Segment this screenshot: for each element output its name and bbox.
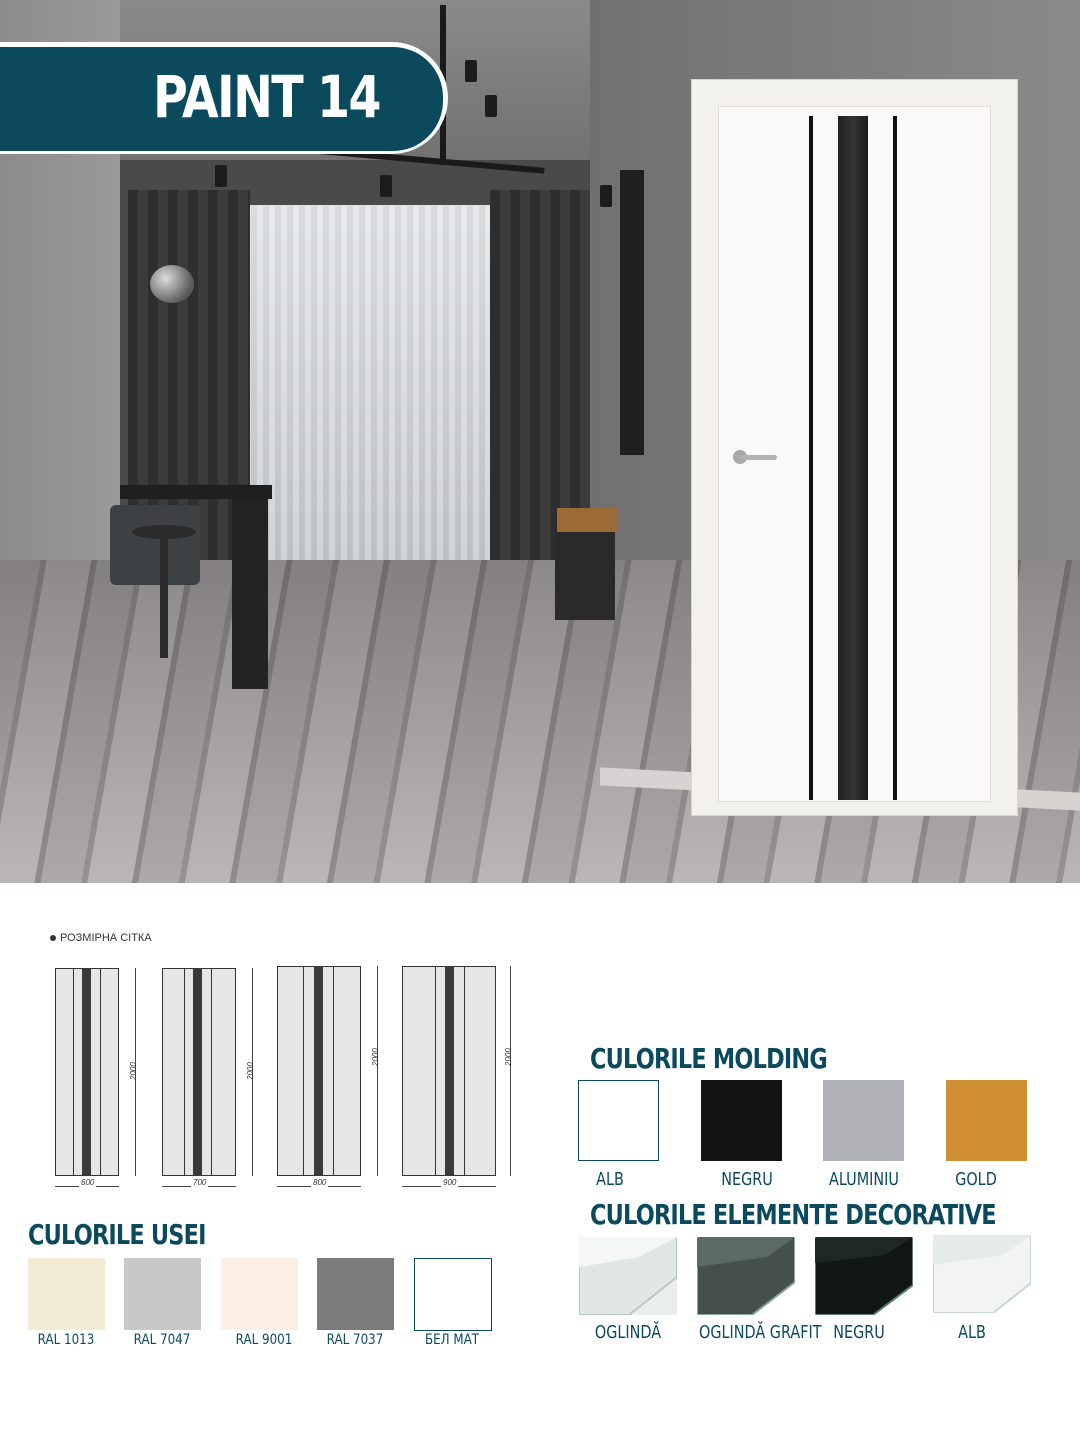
diagram-height-label: 2000 [246, 1062, 255, 1080]
decorative-swatch-negru[interactable] [815, 1237, 913, 1315]
dimension-diagram-900 [402, 966, 522, 1198]
molding-color-swatch-aluminiu[interactable] [823, 1080, 904, 1161]
door-color-label: RAL 9001 [235, 1332, 293, 1348]
door-color-label: RAL 7047 [133, 1332, 191, 1348]
spotlight [215, 165, 227, 187]
decorative-color-label: OGLINDĂ GRAFIT [699, 1322, 822, 1343]
bullet-icon [50, 935, 56, 941]
door-color-label: БЕЛ МАТ [424, 1332, 480, 1348]
glass-pane-icon [697, 1237, 795, 1315]
diagram-line [435, 966, 436, 1176]
dimension-diagram-600 [55, 968, 145, 1198]
molding-color-label: GOLD [955, 1169, 997, 1190]
glass-pane-icon [933, 1235, 1031, 1313]
glass-pane-icon [579, 1237, 677, 1315]
molding-color-label: NEGRU [721, 1169, 773, 1190]
diagram-line [73, 968, 74, 1176]
diagram-width-label: 700 [193, 1178, 207, 1187]
diagram-glass [82, 968, 91, 1176]
diagram-line [184, 968, 185, 1176]
pendant-lamp [150, 265, 194, 303]
spotlight [600, 185, 612, 207]
door-black-strip [809, 116, 813, 800]
door-color-swatch-bel-mat[interactable] [414, 1258, 492, 1331]
bar-stool [132, 525, 196, 539]
diagram-height-label: 2000 [504, 1048, 513, 1066]
diagram-height-line [510, 966, 511, 1176]
decorative-swatch-oglinda[interactable] [579, 1237, 677, 1315]
sheer-curtain [245, 205, 495, 560]
sofa [110, 505, 200, 585]
diagram-width-label: 900 [443, 1178, 457, 1187]
wall-frame [620, 170, 644, 455]
molding-colors-heading: CULORILE MOLDING [590, 1042, 827, 1075]
decorative-swatch-alb[interactable] [933, 1235, 1031, 1313]
diagram-glass [193, 968, 202, 1176]
diagram-width-label: 600 [81, 1178, 95, 1187]
bar-stool-leg [160, 538, 168, 658]
page-title: PAINT 14 [153, 63, 380, 131]
table-leg [232, 499, 268, 689]
table-top [120, 485, 272, 499]
spotlight [485, 95, 497, 117]
dimension-diagram-700 [162, 968, 262, 1198]
console-table-top [557, 508, 617, 532]
spotlight [380, 175, 392, 197]
decorative-colors-heading: CULORILE ELEMENTE DECORATIVE [590, 1198, 996, 1231]
door-color-label: RAL 7037 [326, 1332, 384, 1348]
decorative-color-label: NEGRU [833, 1322, 885, 1343]
diagram-line [100, 968, 101, 1176]
decorative-color-label: OGLINDĂ [594, 1322, 662, 1343]
molding-color-swatch-gold[interactable] [946, 1080, 1027, 1161]
diagram-line [333, 966, 334, 1176]
diagram-line [303, 966, 304, 1176]
door-glass-insert [838, 116, 868, 800]
diagram-line [211, 968, 212, 1176]
glass-pane-icon [815, 1237, 913, 1315]
door-colors-heading: CULORILE USEI [28, 1218, 206, 1251]
dimension-diagram-800 [277, 966, 387, 1198]
spotlight [465, 60, 477, 82]
molding-color-swatch-negru[interactable] [701, 1080, 782, 1161]
door-color-swatch-ral-7047[interactable] [124, 1258, 201, 1330]
door-black-strip [893, 116, 897, 800]
diagram-line [464, 966, 465, 1176]
diagram-glass [314, 966, 323, 1176]
diagram-height-label: 2000 [371, 1048, 380, 1066]
molding-color-label: ALB [596, 1169, 624, 1190]
door-handle-lever [740, 455, 777, 460]
decorative-swatch-oglinda-grafit[interactable] [697, 1237, 795, 1315]
diagram-height-line [377, 966, 378, 1176]
molding-color-label: ALUMINIU [829, 1169, 899, 1190]
diagram-glass [445, 966, 454, 1176]
door-color-swatch-ral-7037[interactable] [317, 1258, 394, 1330]
diagram-width-label: 800 [313, 1178, 327, 1187]
dimension-caption-text: РОЗМІРНА СІТКА [60, 932, 152, 944]
door-color-swatch-ral-1013[interactable] [28, 1258, 105, 1330]
decorative-color-label: ALB [958, 1322, 986, 1343]
molding-color-swatch-alb[interactable] [578, 1080, 659, 1161]
dimension-caption [50, 932, 152, 944]
diagram-height-label: 2000 [129, 1062, 138, 1080]
door-color-label: RAL 1013 [37, 1332, 95, 1348]
door-color-swatch-ral-9001[interactable] [221, 1258, 298, 1330]
